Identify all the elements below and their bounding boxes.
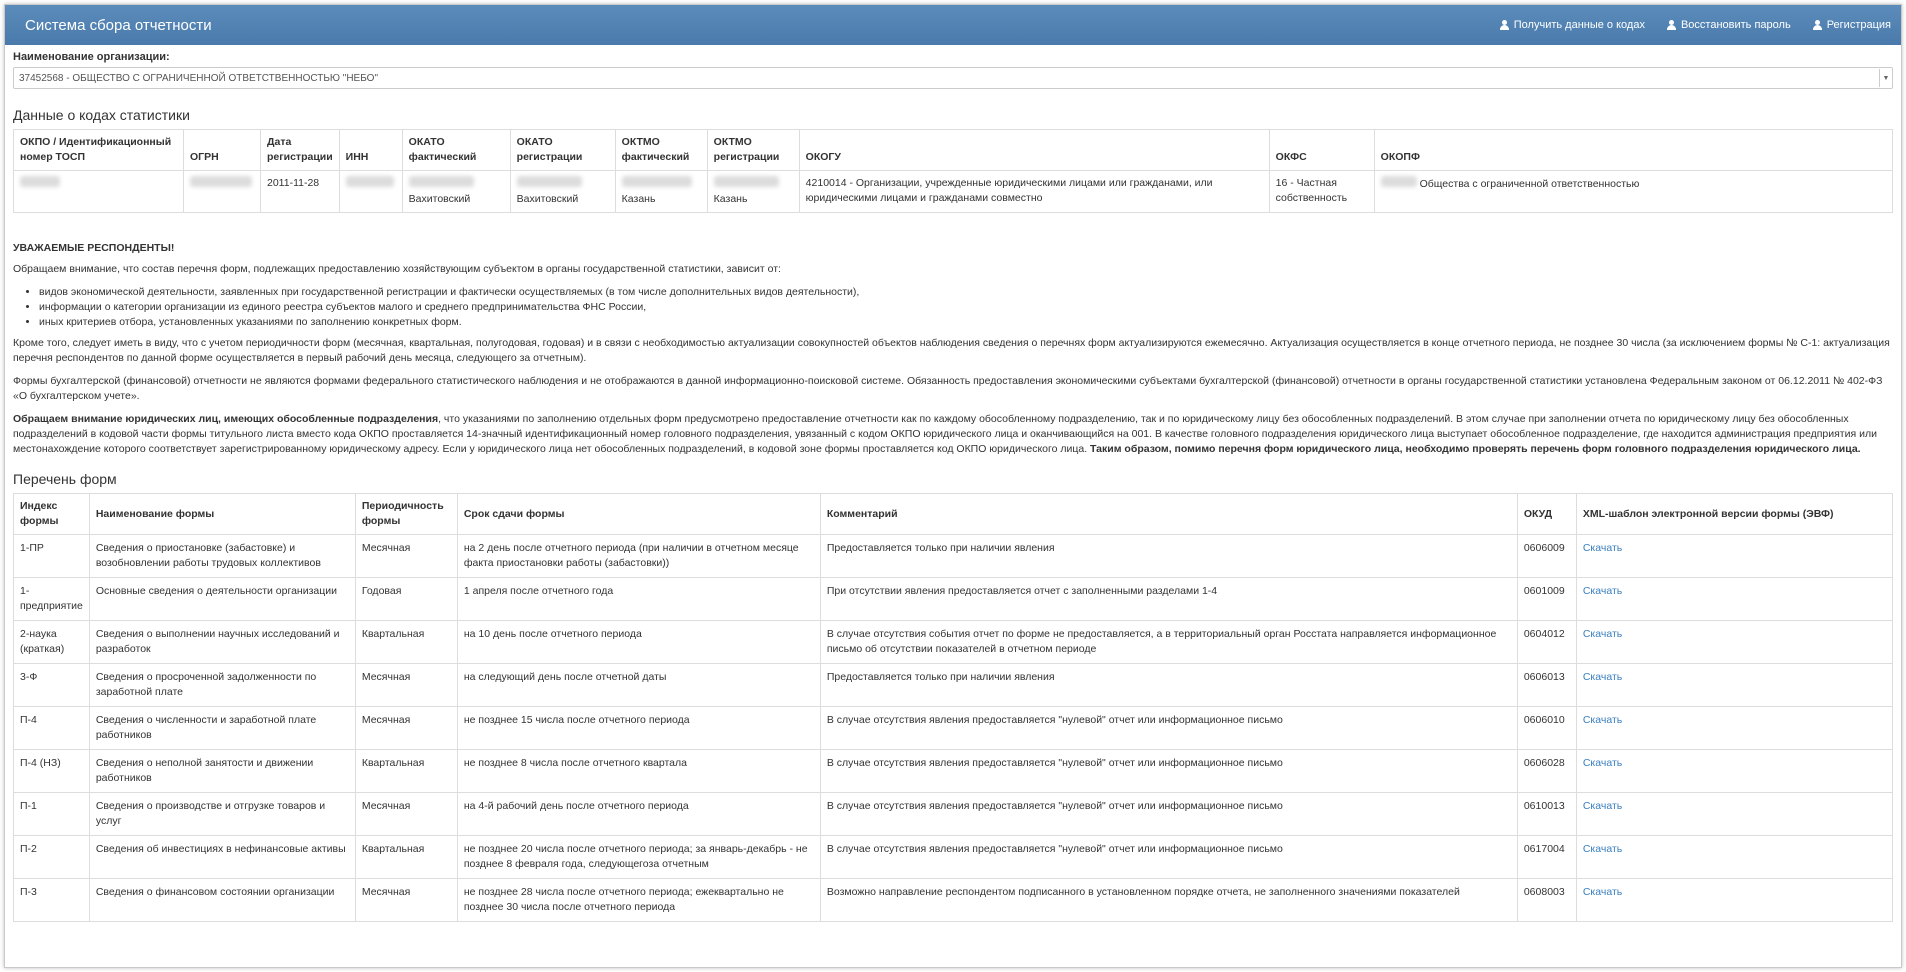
restore-password-link[interactable] [1667, 19, 1791, 31]
form-name: Сведения о численности и заработной плате работников [89, 707, 355, 750]
notice-paragraph-2: Кроме того, следует иметь в виду, что с учетом периодичности форм (месячная, квартальная, полугодовая, годовая) и в связи с необходимостью актуализации совокупностей объектов наблюдения сведения о перечнях форм актуализируются ежемесячно. Актуализация осуществляется в конце отчетного периода, не позднее 30 числа (за исключением формы № С-1: актуализация перечня респондентов по данной форме осуществляется в первый рабочий день месяца, следующего за отчетным). [13, 337, 1890, 364]
form-deadline: не позднее 20 числа после отчетного периода; за январь-декабрь - не позднее 8 февраля года, следующегоза отчетным [457, 836, 820, 879]
okpo-value [14, 171, 184, 213]
form-period: Месячная [355, 793, 457, 836]
chevron-down-icon[interactable]: ▼ [1879, 69, 1892, 87]
notice-heading: УВАЖАЕМЫЕ РЕСПОНДЕНТЫ! [13, 242, 175, 254]
get-codes-link[interactable] [1500, 19, 1645, 31]
form-comment: В случае отсутствия явления предоставляется "нулевой" отчет или информационное письмо [820, 707, 1517, 750]
form-name: Сведения о финансовом состоянии организации [89, 879, 355, 922]
page-frame [4, 4, 1902, 968]
col-xml: XML-шаблон электронной версии формы (ЭВФ) [1576, 494, 1892, 535]
form-comment: В случае отсутствия явления предоставляется "нулевой" отчет или информационное письмо [820, 750, 1517, 793]
oktmo-fact-value [615, 171, 707, 213]
table-row [14, 793, 1893, 836]
table-row [14, 578, 1893, 621]
brand-title[interactable]: Система сбора отчетности [25, 16, 212, 34]
okopf-value [1374, 171, 1892, 213]
register-label: Регистрация [1826, 19, 1891, 31]
table-row [14, 664, 1893, 707]
table-row [14, 836, 1893, 879]
form-okud: 0610013 [1517, 793, 1576, 836]
form-deadline: на следующий день после отчетной даты [457, 664, 820, 707]
main-content [5, 51, 1901, 922]
okato-fact-value [402, 171, 510, 213]
form-index: 3-Ф [14, 664, 90, 707]
table-row [14, 621, 1893, 664]
codes-data-row [14, 171, 1893, 213]
form-period: Квартальная [355, 621, 457, 664]
form-xml-cell [1576, 621, 1892, 664]
codes-header-row [14, 130, 1893, 171]
oktmo-reg-value [707, 171, 799, 213]
form-period: Месячная [355, 664, 457, 707]
okopf-text: Общества с ограниченной ответственностью [1419, 178, 1640, 190]
get-codes-label: Получить данные о кодах [1513, 19, 1645, 31]
notice-list [13, 285, 1893, 330]
form-okud: 0601009 [1517, 578, 1576, 621]
notice-bullet: • видов экономической деятельности, заявленных при государственной регистрации и фактически осуществляемых (в том числе дополнительных видов деятельности), [39, 285, 1893, 300]
restore-password-label: Восстановить пароль [1680, 19, 1791, 31]
table-row [14, 879, 1893, 922]
notice-bullet: • информации о категории организации из единого реестра субъектов малого и среднего предпринимательства ФНС России, [39, 300, 1893, 315]
form-index: П-3 [14, 879, 90, 922]
form-name: Сведения о приостановке (забастовке) и возобновлении работы трудовых коллективов [89, 535, 355, 578]
form-deadline: на 2 день после отчетного периода (при наличии в отчетном месяце факта приостановки работы (забастовки)) [457, 535, 820, 578]
form-deadline: 1 апреля после отчетного года [457, 578, 820, 621]
form-okud: 0606013 [1517, 664, 1576, 707]
form-period: Месячная [355, 707, 457, 750]
form-xml-cell [1576, 793, 1892, 836]
col-index: Индекс формы [14, 494, 90, 535]
form-index: П-4 (НЗ) [14, 750, 90, 793]
form-comment: При отсутствии явления предоставляется отчет с заполненными разделами 1-4 [820, 578, 1517, 621]
form-xml-cell [1576, 836, 1892, 879]
form-deadline: на 4-й рабочий день после отчетного периода [457, 793, 820, 836]
col-oktmo-fact: ОКТМО фактический [615, 130, 707, 171]
col-name: Наименование формы [89, 494, 355, 535]
form-comment: Предоставляется только при наличии явления [820, 664, 1517, 707]
form-xml-cell [1576, 664, 1892, 707]
notice-paragraph-3: Формы бухгалтерской (финансовой) отчетности не являются формами федерального статистического наблюдения и не отображаются в данной информационно-поисковой системе. Обязанность предоставления экономическими субъектами бухгалтерской (финансовой) отчетности в органы государственной статистики установлена Федеральным законом от 06.12.2011 № 402-ФЗ «О бухгалтерском учете». [13, 375, 1883, 402]
okato-fact-text: Вахитовский [408, 193, 471, 205]
notice-block [13, 241, 1893, 457]
oktmo-fact-text: Казань [621, 193, 656, 205]
form-index: П-2 [14, 836, 90, 879]
user-icon [1500, 20, 1509, 30]
codes-table [13, 129, 1893, 213]
forms-table [13, 493, 1893, 922]
notice-middle: , что указаниями по заполнению отдельных форм предусмотрено предоставление отчетности как по каждому обособленному подразделению, так и по юридическому лицу без обособленных подразделений. В этом случае при заполнении отчета по юридическому лицу без обособленных подразделений в кодовой части формы титульного листа вместо кода ОКПО проставляется 14-значный идентификационный номер головного подразделения, увязанный с кодом ОКПО юридического лица и оканчивающийся на 001. В качестве головного подразделения юридического лица выступает обособленное подразделение, где находится администрация предприятия или местонахождение которого соответствует зарегистрированному юридическому адресу. Если у юридического лица нет обособленных подразделений, в кодовой зоне формы проставляется код ОКПО юридического лица. [13, 413, 1877, 455]
col-deadline: Срок сдачи формы [457, 494, 820, 535]
form-period: Годовая [355, 578, 457, 621]
org-select[interactable] [13, 67, 1893, 89]
col-okud: ОКУД [1517, 494, 1576, 535]
col-okfs: ОКФС [1269, 130, 1374, 171]
col-comment: Комментарий [820, 494, 1517, 535]
org-label: Наименование организации: [13, 51, 170, 63]
col-okopf: ОКОПФ [1374, 130, 1892, 171]
table-row [14, 750, 1893, 793]
notice-paragraph-4 [13, 412, 1893, 457]
reg-date-value: 2011-11-28 [261, 171, 340, 213]
form-comment: Возможно направление респондентом подписанного в установленном порядке отчета, не заполненного значениями показателей [820, 879, 1517, 922]
user-icon [1667, 20, 1676, 30]
top-bar [5, 5, 1901, 45]
col-oktmo-reg: ОКТМО регистрации [707, 130, 799, 171]
form-comment: В случае отсутствия явления предоставляется "нулевой" отчет или информационное письмо [820, 836, 1517, 879]
download-link[interactable]: Скачать [1582, 886, 1623, 898]
form-xml-cell [1576, 578, 1892, 621]
notice-bold-start: Обращаем внимание юридических лиц, имеющих обособленные подразделения [13, 413, 439, 425]
form-xml-cell [1576, 879, 1892, 922]
form-xml-cell [1576, 707, 1892, 750]
form-okud: 0606028 [1517, 750, 1576, 793]
top-nav [1500, 19, 1891, 31]
form-name: Сведения о неполной занятости и движении работников [89, 750, 355, 793]
form-period: Квартальная [355, 750, 457, 793]
okogu-value: 4210014 - Организации, учрежденные юридическими лицами или гражданами, или юридическими лицами и гражданами совместно [799, 171, 1269, 213]
download-link[interactable]: Скачать [1582, 585, 1623, 597]
form-index: 2-наука (краткая) [14, 621, 90, 664]
register-link[interactable] [1813, 19, 1891, 31]
col-okato-reg: ОКАТО регистрации [510, 130, 615, 171]
oktmo-reg-text: Казань [713, 193, 748, 205]
form-period: Месячная [355, 879, 457, 922]
download-link[interactable]: Скачать [1582, 714, 1623, 726]
inn-value [339, 171, 402, 213]
form-name: Сведения о просроченной задолженности по заработной плате [89, 664, 355, 707]
form-index: 1-предприятие [14, 578, 90, 621]
okfs-value: 16 - Частная собственность [1269, 171, 1374, 213]
col-ogrn: ОГРН [184, 130, 261, 171]
form-name: Сведения о выполнении научных исследований и разработок [89, 621, 355, 664]
download-link[interactable]: Скачать [1582, 628, 1623, 640]
form-xml-cell [1576, 535, 1892, 578]
form-name: Основные сведения о деятельности организации [89, 578, 355, 621]
table-row [14, 535, 1893, 578]
notice-bold-end: Таким образом, помимо перечня форм юридического лица, необходимо проверять перечень форм головного подразделения юридического лица. [1090, 443, 1861, 455]
okato-reg-text: Вахитовский [516, 193, 579, 205]
form-okud: 0604012 [1517, 621, 1576, 664]
col-okpo: ОКПО / Идентификационный номер ТОСП [14, 130, 184, 171]
form-deadline: не позднее 28 числа после отчетного периода; ежеквартально не позднее 30 числа после отчетного периода [457, 879, 820, 922]
ogrn-value [184, 171, 261, 213]
form-index: П-4 [14, 707, 90, 750]
col-okogu: ОКОГУ [799, 130, 1269, 171]
form-index: П-1 [14, 793, 90, 836]
form-okud: 0606010 [1517, 707, 1576, 750]
col-okato-fact: ОКАТО фактический [402, 130, 510, 171]
codes-title: Данные о кодах статистики [13, 107, 190, 123]
form-xml-cell [1576, 750, 1892, 793]
download-link[interactable]: Скачать [1582, 671, 1623, 683]
form-comment: Предоставляется только при наличии явления [820, 535, 1517, 578]
okato-reg-value [510, 171, 615, 213]
col-period: Периодичность формы [355, 494, 457, 535]
form-index: 1-ПР [14, 535, 90, 578]
forms-title: Перечень форм [13, 471, 117, 487]
notice-paragraph-1: Обращаем внимание, что состав перечня форм, подлежащих предоставлению хозяйствующим субъектом в органы государственной статистики, зависит от: [13, 263, 781, 275]
form-okud: 0617004 [1517, 836, 1576, 879]
forms-body [14, 535, 1893, 922]
form-okud: 0608003 [1517, 879, 1576, 922]
form-period: Квартальная [355, 836, 457, 879]
col-reg-date: Дата регистрации [261, 130, 340, 171]
form-comment: В случае отсутствия события отчет по форме не предоставляется, а в территориальный орган Росстата направляется информационное письмо об отсутствии показателей в отчетном периоде [820, 621, 1517, 664]
download-link[interactable]: Скачать [1582, 757, 1623, 769]
form-deadline: не позднее 15 числа после отчетного периода [457, 707, 820, 750]
form-okud: 0606009 [1517, 535, 1576, 578]
form-comment: В случае отсутствия явления предоставляется "нулевой" отчет или информационное письмо [820, 793, 1517, 836]
org-select-value: 37452568 - ОБЩЕСТВО С ОГРАНИЧЕННОЙ ОТВЕТСТВЕННОСТЬЮ "НЕБО" [19, 72, 379, 84]
form-period: Месячная [355, 535, 457, 578]
notice-bullet: • иных критериев отбора, установленных указаниями по заполнению конкретных форм. [39, 315, 1893, 330]
form-name: Сведения о производстве и отгрузке товаров и услуг [89, 793, 355, 836]
forms-header-row [14, 494, 1893, 535]
form-name: Сведения об инвестициях в нефинансовые активы [89, 836, 355, 879]
download-link[interactable]: Скачать [1582, 843, 1623, 855]
form-deadline: на 10 день после отчетного периода [457, 621, 820, 664]
user-icon [1813, 20, 1822, 30]
download-link[interactable]: Скачать [1582, 542, 1623, 554]
table-row [14, 707, 1893, 750]
col-inn: ИНН [339, 130, 402, 171]
download-link[interactable]: Скачать [1582, 800, 1623, 812]
form-deadline: не позднее 8 числа после отчетного квартала [457, 750, 820, 793]
